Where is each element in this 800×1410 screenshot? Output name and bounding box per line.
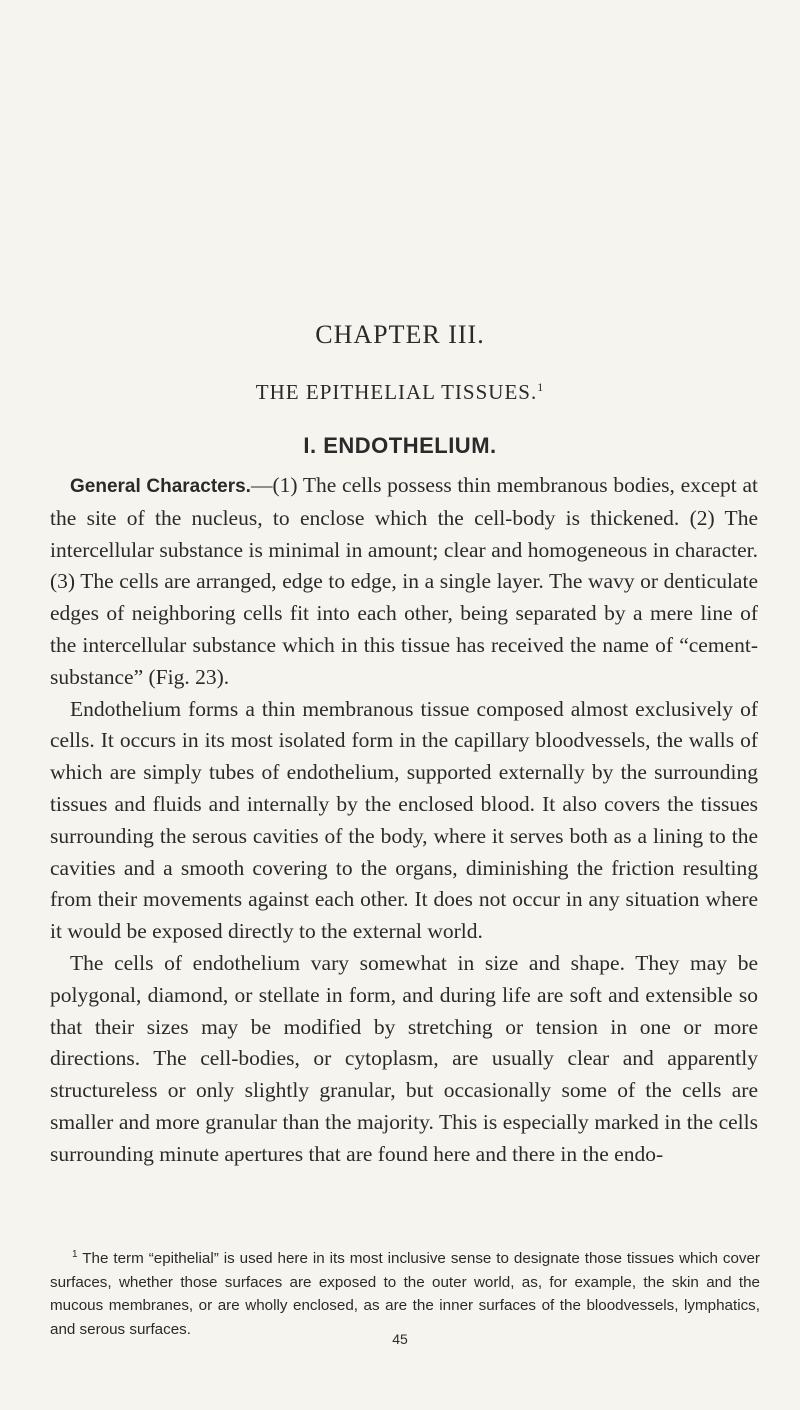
page-number: 45 xyxy=(392,1331,408,1347)
footnote-paragraph xyxy=(50,1243,760,1341)
footnote-mark: 1 xyxy=(72,1249,78,1260)
footnote xyxy=(50,1243,760,1341)
chapter-title xyxy=(0,380,800,405)
chapter-title-text: THE EPITHELIAL TISSUES. xyxy=(255,380,538,404)
paragraph-general-characters xyxy=(50,470,758,694)
paragraph-text: —(1) The cells possess thin membranous bodies, except at the site of the nucleus, to enclose which the cell-body is thickened. (2) The intercellular substance is minimal in amount; clear and homogeneous in character. (3) The cells are arranged, edge to edge, in a single layer. The wavy or denticulate edges of neighboring cells fit into each other, being separated by a mere line of the intercellular substance which in this tissue has received the name of “cement-substance” (Fig. 23). xyxy=(50,473,759,689)
chapter-heading: CHAPTER III. xyxy=(315,320,485,349)
section-heading: I. ENDOTHELIUM. xyxy=(303,433,497,458)
footnote-text: The term “epithelial” is used here in its most inclusive sense to designate those tissues which cover surfaces, whether those surfaces are exposed to the outer world, as, for example, the skin and the mucous membranes, or are wholly enclosed, as are the inner surfaces of the bloodvessels, lymphatics, and serous surfaces. xyxy=(50,1250,760,1338)
paragraph-run-in-heading: General Characters. xyxy=(70,476,251,497)
paragraph-cells-of-endothelium: The cells of endothelium vary somewhat in size and shape. They may be polygonal, diamond, or stellate in form, and during life are soft and extensible so that their sizes may be modified by stretching or tension in one or more directions. The cell-bodies, or cytoplasm, are usually clear and apparently structureless or only slightly granular, but occasionally some of the cells are smaller and more granular than the majority. This is especially marked in the cells surrounding minute apertures that are found here and there in the endo- xyxy=(50,950,758,1166)
paragraph-endothelium-forms: Endothelium forms a thin membranous tissue composed almost exclusively of cells. It occurs in its most isolated form in the capillary bloodvessels, the walls of which are simply tubes of endothelium, supported externally by the surrounding tissues and fluids and internally by the enclosed blood. It also covers the tissues surrounding the serous cavities of the body, where it serves both as a lining to the cavities and a smooth covering to the organs, diminishing the friction resulting from their movements against each other. It does not occur in any situation where it would be exposed directly to the external world. xyxy=(50,696,758,944)
body-text xyxy=(50,470,758,1171)
title-footnote-mark: 1 xyxy=(537,380,545,394)
